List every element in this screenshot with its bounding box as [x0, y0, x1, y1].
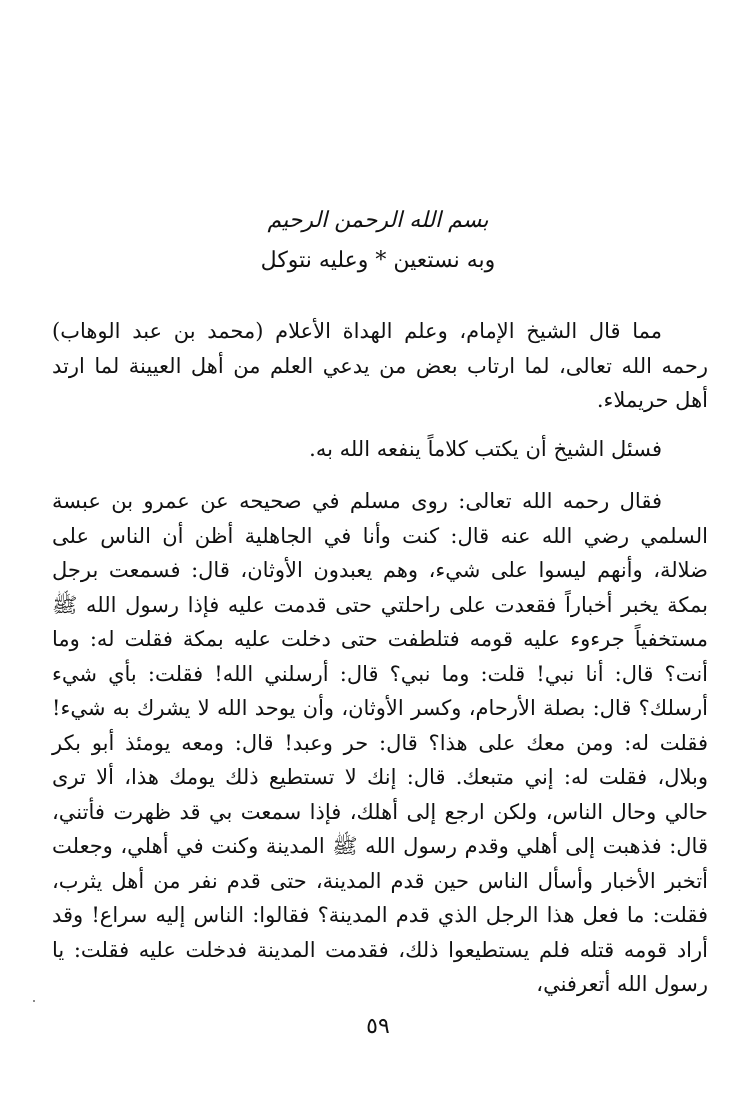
- paragraph-request: فسئل الشيخ أن يكتب كلاماً ينفعه الله به.: [309, 436, 662, 461]
- paragraph-hadith: فقال رحمه الله تعالى: روى مسلم في صحيحه عن عمرو بن عبسة السلمي رضي الله عنه قال: كنت وأنا في الجاهلية أظن أن الناس على ضلالة، وأنهم ليسوا على شيء، وهم يعبدون الأوثان، قال: فسمعت برجل بمكة يخبر أخباراً فقعدت على راحلتي حتى قدمت عليه فإذا رسول الله ﷺ مستخفياً جرءوء عليه قومه فتلطفت حتى دخلت عليه بمكة فقلت له: وما أنت؟ قال: أنا نبي! قلت: وما نبي؟ قال: أرسلني الله! فقلت: بأي شيء أرسلك؟ قال: بصلة الأرحام، وكسر الأوثان، وأن يوحد الله لا يشرك به شيء! فقلت له: ومن معك على هذا؟ قال: حر وعبد! قال: ومعه يومئذ أبو بكر وبلال، فقلت له: إني متبعك. قال: إنك لا تستطيع ذلك يومك هذا، ألا ترى حالي وحال الناس، ولكن ارجع إلى أهلك، فإذا سمعت بي قد ظهرت فأتني، قال: فذهبت إلى أهلي وقدم رسول الله ﷺ المدينة وكنت في أهلي، وجعلت أتخبر الأخبار وأسأل الناس حين قدم المدينة، حتى قدم نفر من أهل يثرب، فقلت: ما فعل هذا الرجل الذي قدم المدينة؟ فقالوا: الناس إليه سراع! وقد أراد قومه قتله فلم يستطيعوا ذلك، فقدمت المدينة فدخلت عليه فقلت: يا رسول الله أتعرفني،: [52, 489, 708, 996]
- invocation-subtitle: وبه نستعين * وعليه نتوكل: [260, 248, 496, 273]
- basmala-heading: بسم الله الرحمن الرحيم: [267, 208, 489, 233]
- paragraph-intro: مما قال الشيخ الإمام، وعلم الهداة الأعلام (محمد بن عبد الوهاب) رحمه الله تعالى، لما ارتاب بعض من يدعي العلم من أهل العيينة لما ارتد أهل حريملاء.: [52, 319, 708, 412]
- speck-mark: [33, 1000, 35, 1002]
- page-number: ٥٩: [366, 1014, 390, 1039]
- page-body: [52, 314, 708, 1002]
